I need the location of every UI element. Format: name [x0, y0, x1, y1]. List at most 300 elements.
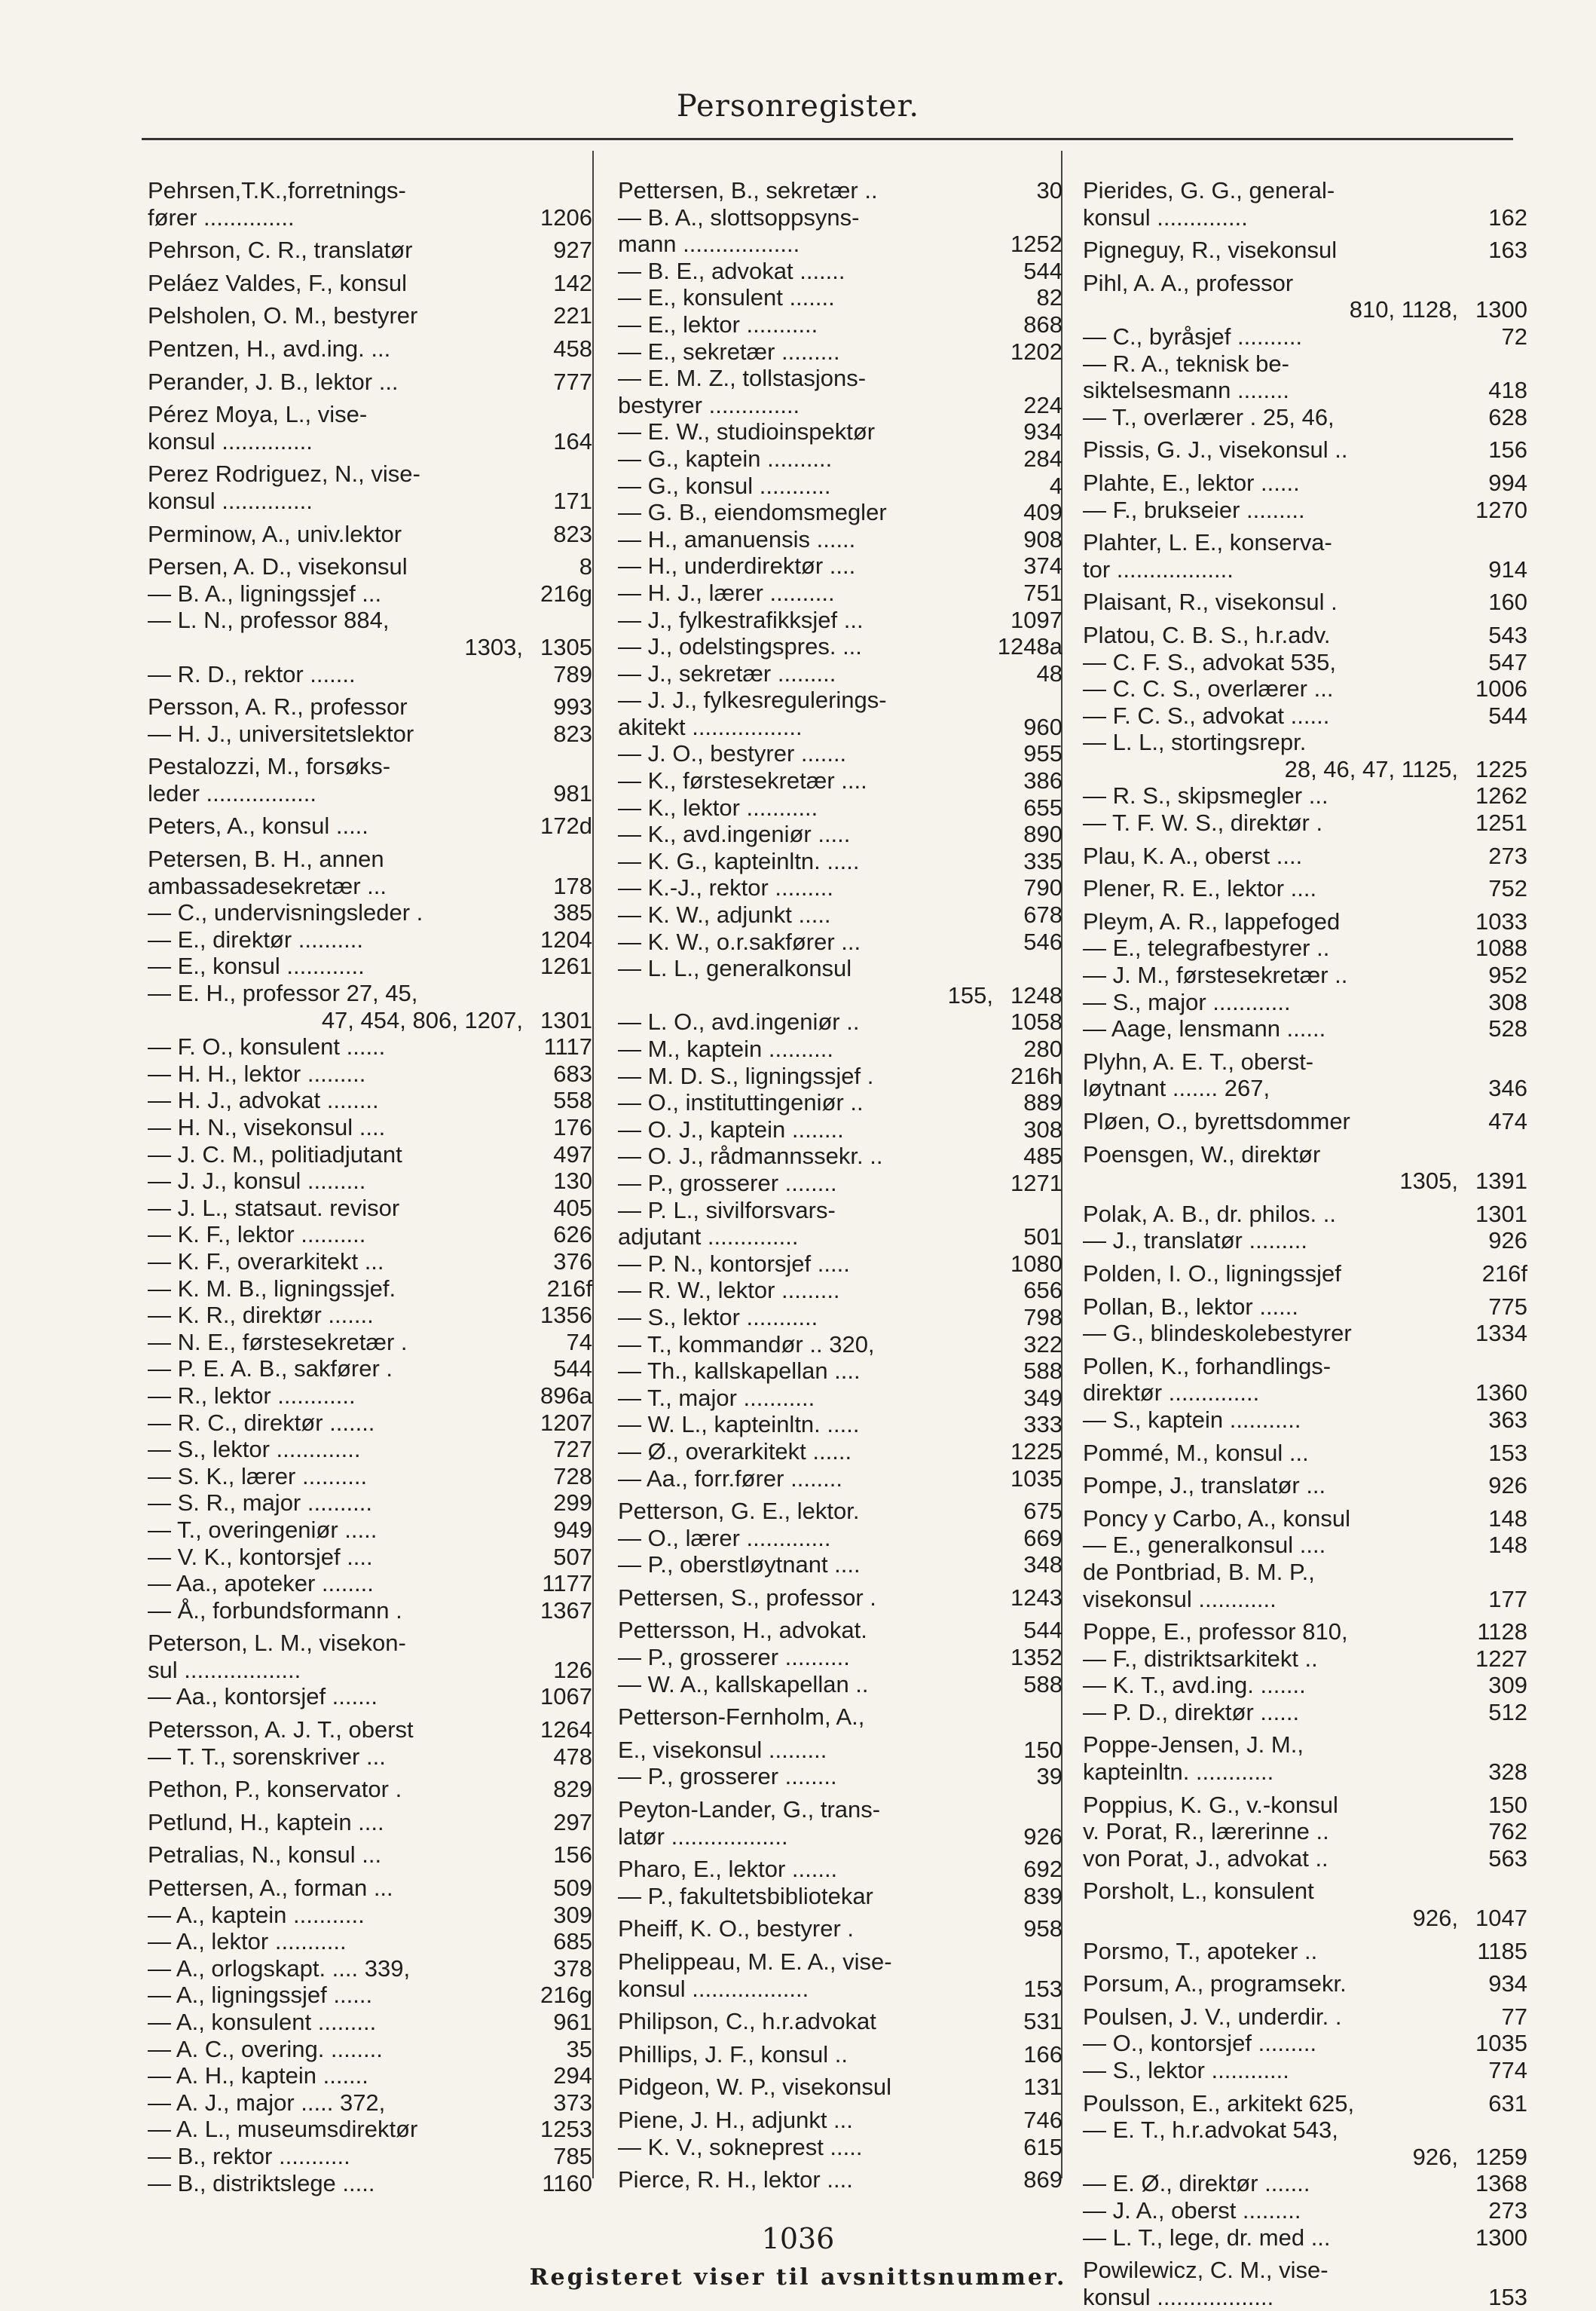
entry-text: — P. L., sivilforsvars- [618, 1196, 836, 1223]
index-entry [1083, 843, 1527, 870]
index-entry [1083, 962, 1527, 989]
index-entry [148, 1902, 592, 1929]
entry-text: — E., konsulent ....... [618, 284, 835, 311]
entry-text: — O. J., rådmannssekr. .. [618, 1143, 883, 1170]
entry-text: Persen, A. D., visekonsul [148, 553, 408, 580]
index-entry [1083, 2170, 1527, 2197]
entry-text: leder ................. [148, 779, 316, 807]
index-entry [148, 813, 592, 840]
entry-text: Plaisant, R., visekonsul . [1083, 589, 1338, 616]
entry-text: — E., lektor ........... [618, 311, 818, 338]
entry-number: 335 [1023, 847, 1062, 874]
entry-text: v. Porat, R., lærerinne .. [1083, 1818, 1329, 1845]
entry-number: 171 [553, 487, 592, 514]
entry-text: — M., kaptein .......... [618, 1036, 833, 1062]
entry-number: 1368 [1475, 2170, 1527, 2197]
entry-number: 981 [553, 779, 592, 807]
index-entry [618, 445, 1062, 473]
entry-number: 746 [1023, 2106, 1062, 2133]
entry-number: 823 [553, 520, 592, 547]
index-entry [148, 1841, 592, 1869]
entry-text: Pettersson, H., advokat. [618, 1617, 867, 1644]
index-entry [618, 418, 1062, 445]
index-entry [148, 428, 592, 455]
entry-text: Peláez Valdes, F., konsul [148, 269, 408, 296]
entry-number: 221 [553, 302, 592, 329]
entry-number: 615 [1023, 2133, 1062, 2160]
entry-number: 485 [1023, 1143, 1062, 1170]
entry-text: — F., distriktsarkitekt .. [1083, 1645, 1318, 1672]
entry-text: — G., konsul ........... [618, 472, 831, 499]
entry-number: 994 [1488, 469, 1527, 496]
index-entry [148, 1033, 592, 1061]
entry-number: 35 [566, 2035, 592, 2062]
entry-text: — A., ligningssjef ...... [148, 1982, 373, 2009]
index-entry [1083, 2197, 1527, 2224]
index-entry [1083, 470, 1527, 497]
entry-text: — R. C., direktør ....... [148, 1409, 375, 1436]
index-entry [1083, 529, 1527, 556]
entry-text: mann .................. [618, 231, 800, 258]
index-entry [148, 780, 592, 807]
entry-text: — S. K., lærer .......... [148, 1462, 368, 1489]
index-entry [618, 714, 1062, 741]
index-entry [148, 1410, 592, 1437]
entry-text: — Å., forbundsformann . [148, 1596, 402, 1624]
index-entry [1083, 2057, 1527, 2084]
entry-number: 512 [1488, 1698, 1527, 1725]
index-entry [148, 1275, 592, 1302]
entry-text: — P., grosserer ........ [618, 1169, 837, 1196]
entry-number: 914 [1488, 556, 1527, 583]
entry-number: 563 [1488, 1844, 1527, 1872]
index-entry [148, 899, 592, 926]
entry-text: sul .................. [148, 1656, 301, 1683]
entry-number: 1360 [1475, 1379, 1527, 1406]
index-entry [1083, 1015, 1527, 1042]
entry-text: Polak, A. B., dr. philos. .. [1083, 1200, 1337, 1227]
entry-number: 683 [553, 1060, 592, 1087]
entry-number: 346 [1488, 1075, 1527, 1102]
entry-number: 1367 [540, 1596, 592, 1624]
entry-text: tor .................. [1083, 556, 1234, 583]
index-entry [618, 1671, 1062, 1698]
entry-number: 153 [1488, 2283, 1527, 2310]
entry-text: — Ø., overarkitekt ...... [618, 1437, 852, 1465]
entry-text: — A., orlogskapt. .... 339, [148, 1954, 411, 1982]
entry-text: konsul .............. [1083, 204, 1248, 231]
entry-text: — E., telegrafbestyrer .. [1083, 935, 1330, 962]
entry-text: — T., major ........... [618, 1384, 815, 1411]
index-entry [148, 953, 592, 980]
index-entry [618, 1763, 1062, 1790]
index-entry [1083, 350, 1527, 378]
entry-text: — W. L., kapteinltn. ..... [618, 1411, 860, 1438]
index-entry [618, 1856, 1062, 1883]
entry-number: 656 [1023, 1277, 1062, 1304]
entry-text: Pidgeon, W. P., visekonsul [618, 2074, 892, 2101]
index-entry [618, 1525, 1062, 1552]
entry-text: — J. M., førstesekretær .. [1083, 962, 1348, 989]
index-entry [618, 499, 1062, 526]
entry-number: 1177 [542, 1570, 592, 1597]
entry-text: — E., direktør .......... [148, 926, 363, 953]
index-entry [1083, 1293, 1527, 1321]
entry-text: — R. W., lektor ......... [618, 1277, 840, 1304]
index-entry [1083, 1472, 1527, 1499]
index-entry [148, 1463, 592, 1490]
entry-text: — B. A., ligningssjef ... [148, 580, 382, 607]
index-column-2 [618, 177, 1062, 2193]
index-entry [618, 1915, 1062, 1942]
entry-number: 153 [1488, 1439, 1527, 1466]
index-entry [1083, 1353, 1527, 1380]
entry-text: — Th., kallskapellan .... [618, 1358, 861, 1385]
entry-number: 628 [1488, 403, 1527, 430]
entry-number: 675 [1023, 1498, 1062, 1525]
index-entry [618, 874, 1062, 901]
page-number: 1036 [761, 2222, 835, 2255]
index-entry [1083, 1108, 1527, 1135]
entry-text: — S., lektor ............ [1083, 2057, 1289, 2083]
entry-text: Petterson-Fernholm, A., [618, 1703, 865, 1731]
entry-text: Pestalozzi, M., forsøks- [148, 753, 391, 780]
entry-number: 156 [553, 1841, 592, 1869]
entry-text: — H. J., universitetslektor [148, 720, 414, 747]
index-entry [618, 1036, 1062, 1063]
entry-text: Poppe, E., professor 810, [1083, 1618, 1348, 1645]
entry-text: Pihl, A. A., professor [1083, 269, 1294, 296]
index-column-3 [1083, 177, 1527, 2310]
entry-text: Pleym, A. R., lappefoged [1083, 908, 1341, 935]
entry-number: 890 [1023, 821, 1062, 848]
index-entry [1083, 1406, 1527, 1434]
index-entry [1083, 404, 1527, 431]
index-entry [618, 1948, 1062, 1976]
index-entry [618, 177, 1062, 204]
index-entry [618, 1063, 1062, 1090]
index-entry [148, 1955, 592, 1982]
page-title: Personregister. [676, 89, 920, 124]
index-entry [1083, 1201, 1527, 1228]
entry-number: 1227 [1475, 1645, 1527, 1672]
entry-number: 547 [1488, 648, 1527, 675]
entry-text: — P., fakultetsbibliotekar [618, 1882, 873, 1909]
entry-text: Petralias, N., konsul ... [148, 1841, 382, 1869]
entry-text: — B., distriktslege ..... [148, 2169, 375, 2196]
entry-text: — P. E. A. B., sakfører . [148, 1355, 393, 1382]
index-entry [1083, 2117, 1527, 2144]
index-entry [148, 1061, 592, 1088]
index-entry [618, 955, 1062, 982]
entry-number: 993 [553, 693, 592, 721]
index-entry [1083, 935, 1527, 962]
index-entry [148, 661, 592, 688]
entry-text: — A., kaptein ........... [148, 1901, 365, 1928]
index-entry [1083, 1818, 1527, 1845]
index-entry [618, 1143, 1062, 1170]
entry-text: — S. R., major .......... [148, 1489, 372, 1517]
entry-number: 172d [540, 813, 592, 840]
entry-text: — K.-J., rektor ......... [618, 874, 833, 901]
entry-number: 77 [1501, 2003, 1527, 2030]
index-entry [148, 177, 592, 204]
entry-number: 1047 [1475, 1905, 1527, 1932]
entry-number: 1080 [1010, 1250, 1062, 1277]
entry-number: 1270 [1475, 496, 1527, 523]
entry-text: Peters, A., konsul ..... [148, 813, 368, 840]
entry-number: 507 [553, 1543, 592, 1570]
index-entry [1083, 2144, 1527, 2171]
entry-text: Perez Rodriguez, N., vise- [148, 461, 420, 488]
entry-number: 1271 [1010, 1169, 1062, 1196]
entry-text: — E. M. Z., tollstasjons- [618, 365, 867, 392]
entry-text: — K., lektor ........... [618, 794, 818, 821]
index-entry [1083, 2090, 1527, 2117]
entry-number: 349 [1023, 1384, 1062, 1411]
entry-number: 926 [1023, 1823, 1062, 1850]
entry-number: 1300 [1475, 2224, 1527, 2251]
entry-text: — K. F., overarkitekt ... [148, 1247, 384, 1275]
entry-text: Plyhn, A. E. T., oberst- [1083, 1048, 1314, 1075]
entry-number: 1262 [1475, 782, 1527, 810]
entry-number: 74 [566, 1328, 592, 1355]
index-entry [148, 693, 592, 721]
entry-text: — E. Ø., direktør ....... [1083, 2170, 1310, 2197]
index-entry [148, 2170, 592, 2197]
index-entry [1083, 436, 1527, 464]
entry-number: 926 [1488, 1227, 1527, 1254]
entry-text: 926, [1412, 2143, 1458, 2170]
entry-number: 150 [1023, 1736, 1062, 1763]
entry-text: 155, [947, 981, 993, 1009]
index-entry [1083, 177, 1527, 204]
index-entry [618, 2107, 1062, 2134]
index-entry [618, 1617, 1062, 1644]
entry-number: 273 [1488, 2196, 1527, 2224]
index-entry [618, 2008, 1062, 2035]
entry-text: Petersson, A. J. T., oberst [148, 1716, 414, 1743]
entry-text: Petersen, B. H., annen [148, 846, 384, 873]
entry-number: 131 [1023, 2074, 1062, 2101]
index-entry [1083, 296, 1527, 323]
entry-text: von Porat, J., advokat .. [1083, 1844, 1328, 1872]
index-entry [148, 1657, 592, 1684]
entry-number: 418 [1488, 377, 1527, 404]
entry-text: — M. D. S., ligningssjef . [618, 1062, 874, 1089]
entry-text: — E., generalkonsul .... [1083, 1532, 1326, 1559]
index-entry [618, 1551, 1062, 1578]
entry-text: Pelsholen, O. M., bestyrer [148, 302, 418, 329]
index-entry [1083, 810, 1527, 837]
entry-number: 1097 [1010, 606, 1062, 633]
index-entry [148, 302, 592, 329]
entry-number: 150 [1488, 1791, 1527, 1818]
entry-number: 543 [1488, 621, 1527, 648]
entry-text: — O., instituttingeniør .. [618, 1089, 864, 1116]
index-entry [618, 2134, 1062, 2161]
index-entry [148, 1007, 592, 1034]
index-entry [1083, 702, 1527, 730]
entry-number: 273 [1488, 842, 1527, 869]
entry-text: Pettersen, S., professor . [618, 1584, 876, 1611]
index-entry [1083, 1505, 1527, 1532]
index-entry [148, 1776, 592, 1803]
entry-number: 774 [1488, 2057, 1527, 2083]
entry-text: — S., kaptein ........... [1083, 1406, 1301, 1433]
index-entry [148, 1928, 592, 1955]
entry-number: 216g [540, 1982, 592, 2009]
index-entry [1083, 729, 1527, 756]
entry-number: 1058 [1010, 1009, 1062, 1036]
entry-text: Plahte, E., lektor ...... [1083, 469, 1300, 496]
entry-text: Petlund, H., kaptein .... [148, 1808, 384, 1835]
entry-text: — Aa., forr.fører ........ [618, 1465, 843, 1492]
entry-number: 308 [1023, 1116, 1062, 1143]
entry-text: Poulsson, E., arkitekt 625, [1083, 2089, 1355, 2117]
entry-number: 156 [1488, 436, 1527, 464]
index-entry [148, 553, 592, 580]
entry-text: — B. A., slottsoppsyns- [618, 204, 860, 231]
entry-text: — G. B., eiendomsmegler [618, 499, 887, 526]
index-entry [148, 335, 592, 363]
index-entry [618, 607, 1062, 634]
entry-number: 692 [1023, 1856, 1062, 1883]
index-entry [618, 2041, 1062, 2068]
entry-number: 166 [1023, 2040, 1062, 2068]
entry-text: — K., avd.ingeniør ..... [618, 821, 851, 848]
index-entry [618, 1250, 1062, 1278]
entry-number: 1185 [1477, 1937, 1527, 1964]
entry-text: visekonsul ............ [1083, 1585, 1276, 1612]
entry-number: 1117 [543, 1033, 592, 1061]
entry-text: — K. W., o.r.sakfører ... [618, 928, 861, 955]
index-entry [618, 284, 1062, 311]
index-entry [618, 580, 1062, 607]
entry-number: 376 [553, 1247, 592, 1275]
entry-text: de Pontbriad, B. M. P., [1083, 1558, 1315, 1585]
index-entry [1083, 204, 1527, 231]
entry-text: Plau, K. A., oberst .... [1083, 842, 1303, 869]
entry-text: Poensgen, W., direktør [1083, 1140, 1321, 1168]
entry-text: Pettersen, A., forman ... [148, 1875, 393, 1902]
entry-number: 1352 [1010, 1644, 1062, 1671]
entry-number: 727 [553, 1436, 592, 1463]
entry-number: 1243 [1010, 1584, 1062, 1611]
entry-number: 839 [1023, 1882, 1062, 1909]
entry-text: — E. T., h.r.advokat 543, [1083, 2117, 1338, 2144]
entry-number: 1033 [1475, 908, 1527, 935]
index-entry [148, 2062, 592, 2089]
entry-text: Perminow, A., univ.lektor [148, 520, 402, 547]
index-entry [618, 1385, 1062, 1412]
entry-number: 328 [1488, 1759, 1527, 1786]
index-entry [618, 901, 1062, 929]
entry-number: 777 [553, 368, 592, 395]
index-entry [1083, 1559, 1527, 1586]
entry-text: Polden, I. O., ligningssjef [1083, 1260, 1341, 1287]
entry-text: 1303, [464, 633, 523, 660]
entry-text: Peterson, L. M., visekon- [148, 1630, 406, 1657]
entry-text: — E., sekretær ......... [618, 338, 840, 365]
index-entry [148, 1716, 592, 1743]
entry-number: 178 [553, 872, 592, 899]
entry-text: — S., lektor ............. [148, 1436, 361, 1463]
entry-text: 1305, [1399, 1168, 1458, 1195]
entry-text: løytnant ....... 267, [1083, 1075, 1270, 1102]
index-entry [148, 926, 592, 953]
entry-text: siktelsesmann ........ [1083, 377, 1289, 404]
entry-text: Phillips, J. F., konsul .. [618, 2040, 848, 2068]
entry-text: konsul .................. [618, 1975, 809, 2002]
entry-number: 1067 [540, 1683, 592, 1710]
index-entry [1083, 1075, 1527, 1102]
index-entry [1083, 270, 1527, 297]
entry-number: 299 [553, 1489, 592, 1517]
entry-number: 148 [1488, 1532, 1527, 1559]
entry-text: — A. H., kaptein ....... [148, 2062, 368, 2089]
index-entry [148, 1683, 592, 1710]
entry-text: — S., lektor ........... [618, 1303, 818, 1330]
entry-text: — C. C. S., overlærer ... [1083, 675, 1334, 702]
index-entry [1083, 2003, 1527, 2031]
entry-text: Pompe, J., translatør ... [1083, 1472, 1326, 1499]
index-entry [1083, 1048, 1527, 1076]
index-entry [618, 365, 1062, 392]
index-entry [618, 687, 1062, 714]
index-entry [1083, 1586, 1527, 1613]
entry-text: — E. W., studioinspektør [618, 418, 876, 445]
entry-number: 588 [1023, 1358, 1062, 1385]
entry-number: 1264 [540, 1716, 592, 1743]
entry-text: — G., blindeskolebestyrer [1083, 1320, 1352, 1347]
index-entry [148, 2116, 592, 2143]
entry-text: Pheiff, K. O., bestyrer . [618, 1915, 854, 1942]
index-entry [1083, 1320, 1527, 1347]
index-entry [618, 1170, 1062, 1197]
entry-text: — O., lærer ............. [618, 1524, 831, 1551]
entry-text: 28, 46, 47, 1125, [1284, 755, 1458, 782]
index-entry [1083, 782, 1527, 810]
index-entry [1083, 1672, 1527, 1699]
entry-text: Porsholt, L., konsulent [1083, 1878, 1314, 1905]
entry-text: — J. O., bestyrer ....... [618, 740, 847, 767]
index-entry [618, 1976, 1062, 2003]
entry-number: 1301 [540, 1006, 592, 1033]
entry-number: 544 [1023, 257, 1062, 284]
entry-text: — A. C., overing. ........ [148, 2035, 383, 2062]
index-entry [148, 753, 592, 780]
entry-text: — J., sekretær ......... [618, 660, 836, 687]
entry-text: — T., kommandør .. 320, [618, 1330, 875, 1358]
index-entry [618, 1584, 1062, 1612]
entry-number: 958 [1023, 1915, 1062, 1942]
entry-number: 216f [546, 1275, 592, 1302]
entry-number: 4 [1049, 472, 1062, 499]
index-entry [148, 237, 592, 264]
index-entry [148, 1382, 592, 1410]
entry-text: — R. A., teknisk be- [1083, 350, 1289, 377]
index-entry [148, 1597, 592, 1624]
entry-text: — H. J., advokat ........ [148, 1087, 379, 1114]
index-entry [618, 1331, 1062, 1358]
index-entry [1083, 1379, 1527, 1406]
entry-number: 1248 [1010, 981, 1062, 1009]
entry-number: 153 [1023, 1975, 1062, 2002]
entry-number: 1305 [540, 633, 592, 660]
entry-number: 949 [553, 1516, 592, 1543]
entry-text: — P., oberstløytnant .... [618, 1551, 861, 1578]
